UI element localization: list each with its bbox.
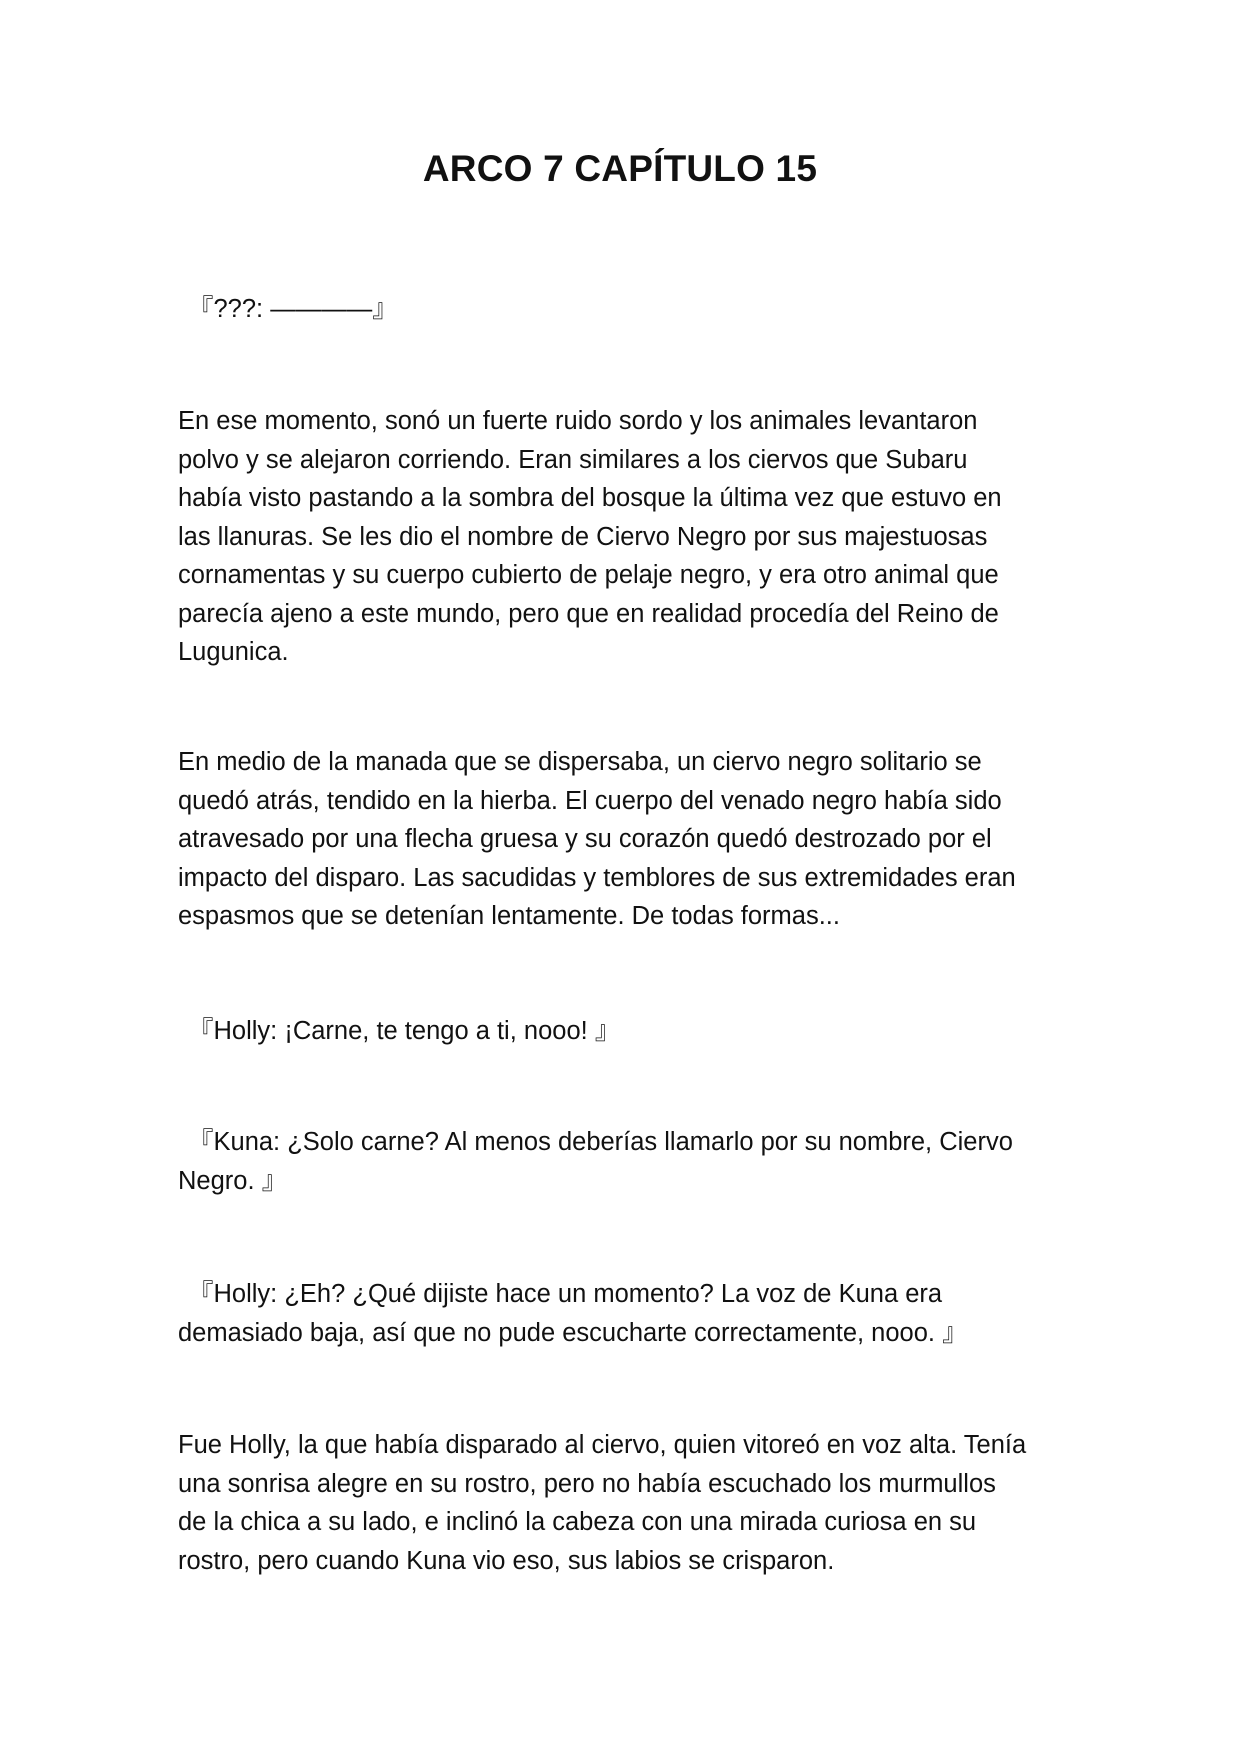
text-line: impacto del disparo. Las sacudidas y temblores de sus extremidades eran bbox=[178, 863, 1016, 892]
text-line: quedó atrás, tendido en la hierba. El cuerpo del venado negro había sido bbox=[178, 786, 1002, 815]
text-line: cornamentas y su cuerpo cubierto de pelaje negro, y era otro animal que bbox=[178, 561, 999, 589]
text-line: Fue Holly, la que había disparado al ciervo, quien vitoreó en voz alta. Tenía bbox=[178, 1431, 1027, 1459]
paragraph-1 bbox=[178, 402, 1078, 672]
dialog-holly-2 bbox=[178, 1275, 1078, 1352]
dialog-holly-1 bbox=[178, 1012, 1078, 1051]
text-line: las llanuras. Se les dio el nombre de Ciervo Negro por sus majestuosas bbox=[178, 522, 988, 551]
text-line: En ese momento, sonó un fuerte ruido sordo y los animales levantaron bbox=[178, 407, 978, 435]
dialog-unknown bbox=[178, 290, 1078, 329]
text-line: una sonrisa alegre en su rostro, pero no había escuchado los murmullos bbox=[178, 1469, 996, 1498]
text-line: atravesado por una flecha gruesa y su corazón quedó destrozado por el bbox=[178, 825, 992, 853]
text-line: había visto pastando a la sombra del bosque la última vez que estuvo en bbox=[178, 484, 1002, 512]
text-line: 『Kuna: ¿Solo carne? Al menos deberías llamarlo por su nombre, Ciervo bbox=[188, 1128, 1013, 1156]
text-line: Negro. 』 bbox=[178, 1166, 288, 1195]
text-line: espasmos que se detenían lentamente. De todas formas... bbox=[178, 902, 840, 930]
text-line: 『Holly: ¡Carne, te tengo a ti, nooo! 』 bbox=[188, 1017, 621, 1045]
text-line: demasiado baja, así que no pude escucharte correctamente, nooo. 』 bbox=[178, 1318, 968, 1347]
text-line: de la chica a su lado, e inclinó la cabeza con una mirada curiosa en su bbox=[178, 1508, 977, 1536]
dialog-kuna bbox=[178, 1123, 1078, 1200]
text-line: rostro, pero cuando Kuna vio eso, sus labios se crisparon. bbox=[178, 1546, 835, 1575]
chapter-title: ARCO 7 CAPÍTULO 15 bbox=[422, 148, 818, 189]
text-line: polvo y se alejaron corriendo. Eran similares a los ciervos que Subaru bbox=[178, 445, 968, 474]
paragraph-3 bbox=[178, 1426, 1078, 1580]
text-line: Lugunica. bbox=[178, 638, 289, 666]
paragraph-2 bbox=[178, 743, 1078, 936]
text-line: parecía ajeno a este mundo, pero que en realidad procedía del Reino de bbox=[178, 599, 999, 628]
text-line: En medio de la manada que se dispersaba, un ciervo negro solitario se bbox=[178, 748, 982, 776]
text-line: 『???: ————』 bbox=[188, 295, 398, 323]
text-line: 『Holly: ¿Eh? ¿Qué dijiste hace un momento? La voz de Kuna era bbox=[188, 1280, 943, 1308]
